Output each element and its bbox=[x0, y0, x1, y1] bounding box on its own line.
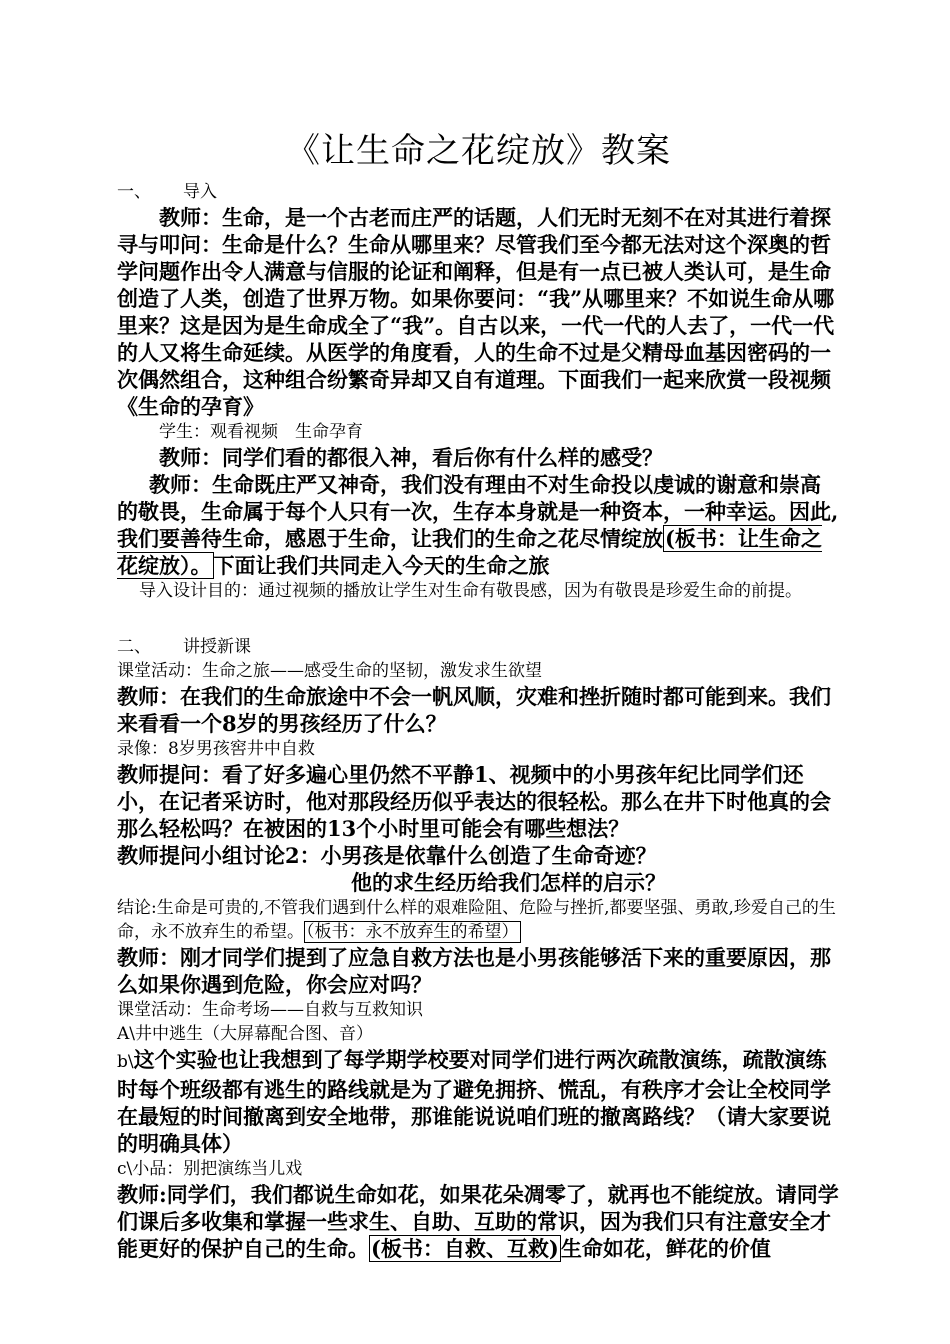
section-1-number: 一、 bbox=[117, 182, 151, 202]
spacer bbox=[117, 603, 840, 635]
board-note-2: （板书：永不放弃生的希望） bbox=[306, 922, 519, 942]
section-1-title: 导入 bbox=[183, 182, 217, 202]
item-a: A\井中逃生（大屏幕配合图、音） bbox=[117, 1024, 374, 1044]
teacher-statement-1: 教师：在我们的生命旅途中不会一帆风顺，灾难和挫折随时都可能到来。我们来看看一个8岁的男孩经历了什么？ bbox=[117, 684, 831, 736]
board-note-3: (板书：自救、互救) bbox=[371, 1236, 559, 1261]
final-text-end: 生命如花，鲜花的价值 bbox=[560, 1236, 771, 1261]
summary-text: 教师：生命既庄严又神奇，我们没有理由不对生命投以虔诚的谢意和崇高的敬畏，生命属于每个人只有一次，生存本身就是一种资本，一种幸运。因此,我们要善待生命，感恩于生命，让我们的生命之花尽情绽放 bbox=[117, 472, 839, 551]
item-c: c\小品：别把演练当儿戏 bbox=[117, 1159, 303, 1179]
item-b-text: 这个实验也让我想到了每学期学校要对同学们进行两次疏散演练，疏散演练时每个班级都有逃生的路线就是为了避免拥挤、慌乱，有秩序才会让全校同学在最短的时间撤离到安全地带，那谁能说说咱们班的撤离路线？（请大家要说的明确具体） bbox=[117, 1047, 831, 1156]
classroom-activity-1: 课堂活动：生命之旅——感受生命的坚韧，激发求生欲望 bbox=[117, 661, 542, 681]
conclusion bbox=[117, 896, 840, 944]
conclusion-text: 结论:生命是可贵的,不管我们遇到什么样的艰难险阻、危险与挫折,都要坚强、勇敢,珍爱自己的生命，永不放弃生的希望。 bbox=[117, 898, 836, 942]
intro-teacher-paragraph: 教师：生命，是一个古老而庄严的话题，人们无时无刻不在对其进行着探寻与叩问：生命是什么？生命从哪里来？尽管我们至今都无法对这个深奥的哲学问题作出令人满意与信服的论证和阐释，但是有一点已被人类认可，是生命创造了人类，创造了世界万物。如果你要问：“我”从哪里来？不如说生命从哪里来？这是因为是生命成全了“我”。自古以来，一代一代的人去了，一代一代的人又将生命延续。从医学的角度看，人的生命不过是父精母血基因密码的一次偶然组合，这种组合纷繁奇异却又自有道理。下面我们一起来欣赏一段视频《生命的孕育》 bbox=[117, 205, 835, 419]
teacher-question: 教师：同学们看的都很入神，看后你有什么样的感受？ bbox=[159, 445, 663, 470]
section-2-heading bbox=[117, 635, 840, 659]
teacher-question-2: 教师提问小组讨论2：小男孩是依靠什么创造了生命奇迹？ bbox=[117, 843, 657, 868]
teacher-final-paragraph bbox=[117, 1181, 840, 1262]
board-note-1: (板书：让生命之花绽放）。 bbox=[117, 526, 822, 578]
teacher-summary-paragraph bbox=[117, 471, 840, 579]
item-b-prefix: b\ bbox=[117, 1052, 134, 1072]
teacher-question-2b: 他的求生经历给我们怎样的启示？ bbox=[351, 870, 666, 895]
classroom-activity-2: 课堂活动：生命考场——自救与互救知识 bbox=[117, 1000, 423, 1020]
item-b bbox=[117, 1046, 840, 1157]
section-2-title: 讲授新课 bbox=[183, 637, 251, 657]
teacher-statement-2: 教师：刚才同学们提到了应急自救方法也是小男孩能够活下来的重要原因，那么如果你遇到危险，你会应对吗？ bbox=[117, 945, 831, 997]
document-title: 《让生命之花绽放》教案 bbox=[286, 131, 671, 171]
teacher-question-1: 教师提问：看了好多遍心里仍然不平静1、视频中的小男孩年纪比同学们还小，在记者采访时，他对那段经历似乎表达的很轻松。那么在井下时他真的会那么轻松吗？在被困的13个小时里可能会有哪些想法？ bbox=[117, 762, 831, 841]
student-activity: 学生：观看视频 生命孕育 bbox=[159, 422, 363, 442]
section-2-number: 二、 bbox=[117, 637, 151, 657]
intro-design-purpose: 导入设计目的：通过视频的播放让学生对生命有敬畏感，因为有敬畏是珍爱生命的前提。 bbox=[139, 581, 802, 601]
final-text: 教师:同学们，我们都说生命如花，如果花朵凋零了，就再也不能绽放。请同学们课后多收集和掌握一些求生、自助、互助的常识，因为我们只有注意安全才能更好的保护自己的生命。 bbox=[117, 1182, 839, 1261]
video-note: 录像：8岁男孩窖井中自救 bbox=[117, 739, 315, 759]
section-1-heading bbox=[117, 180, 840, 204]
summary-text-end: 下面让我们共同走入今天的生命之旅 bbox=[213, 553, 550, 578]
